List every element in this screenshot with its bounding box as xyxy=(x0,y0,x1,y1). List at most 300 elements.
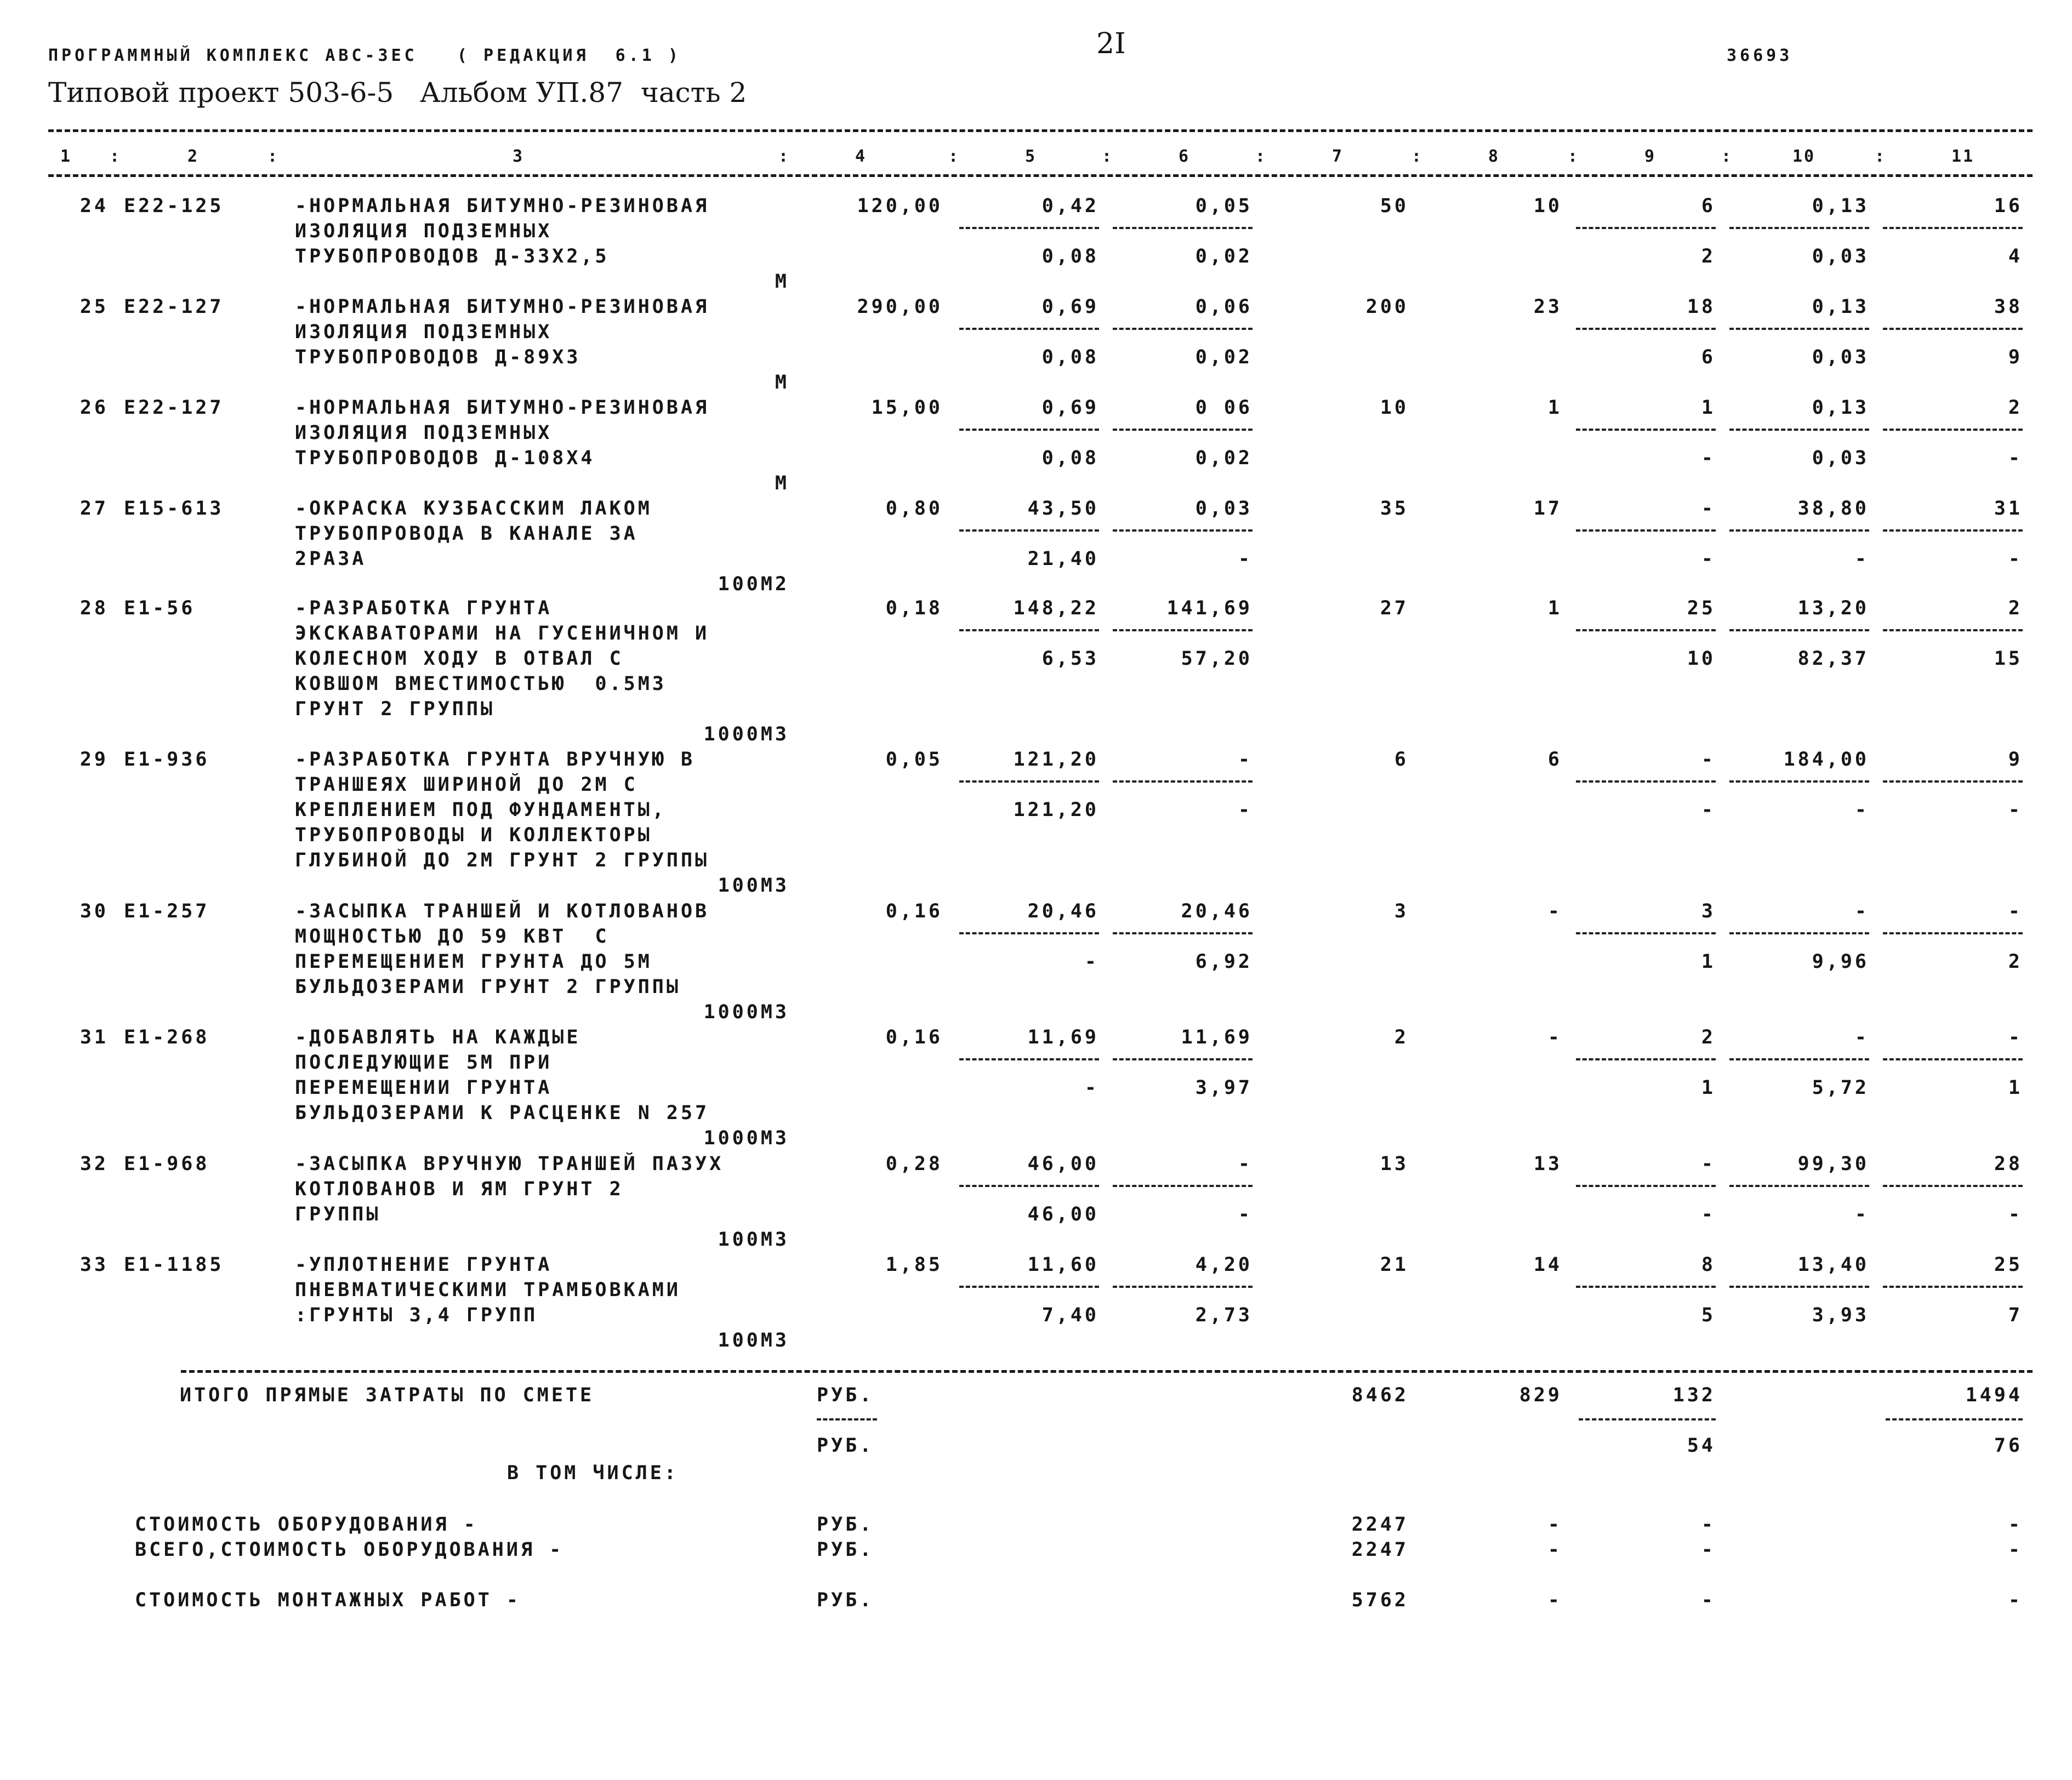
work-description-line: ТРУБОПРОВОДОВ Д-108Х4 xyxy=(295,447,595,469)
col-9-secondary: 2 xyxy=(1701,246,1716,267)
col-6-value: - xyxy=(1238,749,1253,771)
work-description-line: ПНЕВМАТИЧЕСКИМИ ТРАМБОВКАМИ xyxy=(295,1279,681,1301)
col-9-secondary: 1 xyxy=(1701,1077,1716,1099)
col-11-divider xyxy=(1883,932,2023,934)
col-11-divider xyxy=(1883,1286,2023,1288)
table-top-rule xyxy=(48,129,2033,132)
col-11-value: 2 xyxy=(2008,397,2023,419)
col-11-secondary: 4 xyxy=(2008,246,2023,267)
col-11-divider xyxy=(1883,629,2023,631)
col-5-secondary: 6,53 xyxy=(1041,648,1099,670)
col-8-value: 1 xyxy=(1547,397,1562,419)
col-6-value: 0,03 xyxy=(1195,498,1253,520)
col-6-secondary: 0,02 xyxy=(1195,246,1253,267)
col-9-secondary: - xyxy=(1701,447,1716,469)
col-10-value: 13,20 xyxy=(1797,597,1869,619)
col-7-label: 7 xyxy=(1332,147,1344,166)
unit-of-measure: 100М3 xyxy=(718,875,789,897)
col-10-divider xyxy=(1729,529,1869,532)
col-5-divider xyxy=(959,529,1099,532)
col-9-label: 9 xyxy=(1644,147,1657,166)
col-9-divider xyxy=(1576,932,1716,934)
work-description-line: КРЕПЛЕНИЕМ ПОД ФУНДАМЕНТЫ, xyxy=(295,799,667,821)
work-description-line: -РАЗРАБОТКА ГРУНТА ВРУЧНУЮ В xyxy=(295,749,696,771)
rate-code: Е1-1185 xyxy=(124,1254,224,1276)
col-9-divider xyxy=(1576,1058,1716,1060)
col-6-divider xyxy=(1113,932,1253,934)
col-7-value: 2 xyxy=(1394,1026,1409,1048)
col-sep: : xyxy=(1255,147,1267,166)
work-description-line: МОЩНОСТЬЮ ДО 59 КВТ С xyxy=(295,926,610,948)
col-5-divider xyxy=(959,932,1099,934)
col-5-secondary: - xyxy=(1084,951,1099,973)
breakdown-col-11: - xyxy=(2008,1514,2023,1536)
project-title: Типовой проект 503-6-5 Альбом УП.87 часть 2 xyxy=(48,77,747,109)
col-10-value: 0,13 xyxy=(1812,296,1869,318)
col-11-secondary: - xyxy=(2008,548,2023,570)
col-sep: : xyxy=(778,147,790,166)
col-11-secondary: 9 xyxy=(2008,346,2023,368)
including-subheading: В ТОМ ЧИСЛЕ: xyxy=(507,1462,679,1484)
work-description-line: :ГРУНТЫ 3,4 ГРУПП xyxy=(295,1304,538,1326)
col-9-value: - xyxy=(1701,498,1716,520)
col-5-divider xyxy=(959,629,1099,631)
row-number: 29 xyxy=(79,749,109,771)
col-9-divider xyxy=(1576,227,1716,229)
col-6-divider xyxy=(1113,780,1253,783)
col-7-value: 27 xyxy=(1380,597,1409,619)
col-6-divider xyxy=(1113,1185,1253,1187)
col-9-divider xyxy=(1576,1185,1716,1187)
col-6-secondary: 6,92 xyxy=(1195,951,1253,973)
col-9-secondary: 5 xyxy=(1701,1304,1716,1326)
work-description-line: ПЕРЕМЕЩЕНИИ ГРУНТА xyxy=(295,1077,553,1099)
col-11-secondary: 15 xyxy=(1994,648,2023,670)
col-11-secondary: 1 xyxy=(2008,1077,2023,1099)
col-5-value: 121,20 xyxy=(1013,749,1099,771)
col-11-secondary: - xyxy=(2008,1203,2023,1225)
col-5-divider xyxy=(959,780,1099,783)
row-number: 30 xyxy=(79,900,109,922)
col-7-value: 13 xyxy=(1380,1153,1409,1175)
col-8-label: 8 xyxy=(1488,147,1500,166)
quantity: 0,16 xyxy=(885,900,943,922)
col-10-divider xyxy=(1729,780,1869,783)
work-description-line: -ЗАСЫПКА ТРАНШЕЙ И КОТЛОВАНОВ xyxy=(295,900,710,922)
col-8-value: 1 xyxy=(1547,597,1562,619)
rate-code: Е22-127 xyxy=(124,397,224,419)
col-6-divider xyxy=(1113,227,1253,229)
col-8-value: - xyxy=(1547,900,1562,922)
col-11-value: 2 xyxy=(2008,597,2023,619)
unit-of-measure: 100М3 xyxy=(718,1330,789,1351)
col-7-value: 35 xyxy=(1380,498,1409,520)
work-description-line: КОЛЕСНОМ ХОДУ В ОТВАЛ С xyxy=(295,648,624,670)
col-10-secondary: 0,03 xyxy=(1812,346,1869,368)
col-11-secondary: - xyxy=(2008,447,2023,469)
unit-of-measure: М xyxy=(775,372,789,393)
work-description-line: ПОСЛЕДУЮЩИЕ 5М ПРИ xyxy=(295,1052,553,1074)
work-description-line: 2РАЗА xyxy=(295,548,367,570)
col-10-value: - xyxy=(1854,1026,1869,1048)
col-6-secondary: - xyxy=(1238,1203,1253,1225)
col-5-divider xyxy=(959,429,1099,431)
row-number: 33 xyxy=(79,1254,109,1276)
col-9-value: 8 xyxy=(1701,1254,1716,1276)
unit-of-measure: М xyxy=(775,472,789,494)
breakdown-col-8: - xyxy=(1547,1514,1562,1536)
col-11-secondary: 2 xyxy=(2008,951,2023,973)
col-9-secondary: 1 xyxy=(1701,951,1716,973)
col-11-divider xyxy=(1883,328,2023,330)
col-10-value: 184,00 xyxy=(1783,749,1869,771)
work-description-line: ТРУБОПРОВОДОВ Д-89Х3 xyxy=(295,346,581,368)
row-number: 32 xyxy=(79,1153,109,1175)
breakdown-col-11: - xyxy=(2008,1589,2023,1611)
col-11-divider xyxy=(1883,780,2023,783)
col-6-secondary: 2,73 xyxy=(1195,1304,1253,1326)
quantity: 0,05 xyxy=(885,749,943,771)
quantity: 1,85 xyxy=(885,1254,943,1276)
rate-code: Е1-936 xyxy=(124,749,210,771)
breakdown-col-9: - xyxy=(1701,1589,1716,1611)
col-sep: : xyxy=(1102,147,1114,166)
col-10-divider xyxy=(1729,1286,1869,1288)
col-10-secondary: 82,37 xyxy=(1797,648,1869,670)
col-9-divider xyxy=(1576,328,1716,330)
col-9-divider xyxy=(1576,529,1716,532)
work-description-line: ИЗОЛЯЦИЯ ПОДЗЕМНЫХ xyxy=(295,321,553,343)
quantity: 15,00 xyxy=(871,397,943,419)
col-10-secondary: 3,93 xyxy=(1812,1304,1869,1326)
col-sep: : xyxy=(1568,147,1580,166)
work-description-line: -УПЛОТНЕНИЕ ГРУНТА xyxy=(295,1254,553,1276)
col-9-divider xyxy=(1576,780,1716,783)
col-5-value: 0,42 xyxy=(1041,195,1099,217)
totals-col-11-divider xyxy=(1886,1418,2023,1420)
col-9-value: 2 xyxy=(1701,1026,1716,1048)
col-9-secondary: 10 xyxy=(1687,648,1716,670)
col-5-secondary: 0,08 xyxy=(1041,447,1099,469)
col-10-value: 0,13 xyxy=(1812,397,1869,419)
col-6-divider xyxy=(1113,529,1253,532)
col-6-divider xyxy=(1113,1058,1253,1060)
work-description-line: -РАЗРАБОТКА ГРУНТА xyxy=(295,597,553,619)
col-5-secondary: 0,08 xyxy=(1041,346,1099,368)
col-6-value: 0,05 xyxy=(1195,195,1253,217)
col-10-value: - xyxy=(1854,900,1869,922)
col-sep: : xyxy=(948,147,960,166)
col-6-value: 0 06 xyxy=(1195,397,1253,419)
col-5-secondary: 46,00 xyxy=(1027,1203,1099,1225)
col-5-label: 5 xyxy=(1025,147,1037,166)
col-8-value: 6 xyxy=(1547,749,1562,771)
col-5-secondary: 121,20 xyxy=(1013,799,1099,821)
totals-unit: РУБ. xyxy=(817,1384,874,1406)
col-6-value: - xyxy=(1238,1153,1253,1175)
col-sep: : xyxy=(1411,147,1424,166)
col-9-value: 1 xyxy=(1701,397,1716,419)
work-description-line: ГРУППЫ xyxy=(295,1203,381,1225)
col-10-secondary: 5,72 xyxy=(1812,1077,1869,1099)
totals-top-rule xyxy=(181,1370,2033,1373)
totals-col-9-divider xyxy=(1579,1418,1716,1420)
rate-code: Е22-125 xyxy=(124,195,224,217)
breakdown-col-9: - xyxy=(1701,1514,1716,1536)
breakdown-col-7: 2247 xyxy=(1351,1514,1409,1536)
work-description-line: -НОРМАЛЬНАЯ БИТУМНО-РЕЗИНОВАЯ xyxy=(295,397,710,419)
col-11-divider xyxy=(1883,227,2023,229)
totals-col-11-b: 76 xyxy=(1994,1435,2023,1457)
unit-of-measure: М xyxy=(775,271,789,293)
col-10-value: 13,40 xyxy=(1797,1254,1869,1276)
col-10-divider xyxy=(1729,429,1869,431)
col-8-value: 13 xyxy=(1533,1153,1562,1175)
col-sep: : xyxy=(267,147,280,166)
col-6-secondary: 57,20 xyxy=(1181,648,1253,670)
totals-col-9: 132 xyxy=(1672,1384,1716,1406)
col-6-secondary: 0,02 xyxy=(1195,346,1253,368)
col-6-secondary: - xyxy=(1238,799,1253,821)
col-5-secondary: 21,40 xyxy=(1027,548,1099,570)
col-8-value: 14 xyxy=(1533,1254,1562,1276)
rate-code: Е1-56 xyxy=(124,597,196,619)
col-7-value: 200 xyxy=(1365,296,1409,318)
work-description-line: ИЗОЛЯЦИЯ ПОДЗЕМНЫХ xyxy=(295,220,553,242)
col-11-value: - xyxy=(2008,900,2023,922)
col-6-value: 0,06 xyxy=(1195,296,1253,318)
rate-code: Е15-613 xyxy=(124,498,224,520)
col-11-divider xyxy=(1883,429,2023,431)
page-number: 2I xyxy=(1096,27,1126,60)
col-10-secondary: - xyxy=(1854,1203,1869,1225)
unit-of-measure: 1000М3 xyxy=(703,1127,789,1149)
col-6-divider xyxy=(1113,629,1253,631)
col-10-secondary: - xyxy=(1854,799,1869,821)
col-11-value: 31 xyxy=(1994,498,2023,520)
col-7-value: 50 xyxy=(1380,195,1409,217)
rate-code: Е1-257 xyxy=(124,900,210,922)
work-description-line: ТРУБОПРОВОДА В КАНАЛЕ ЗА xyxy=(295,523,638,545)
program-header: ПРОГРАММНЫЙ КОМПЛЕКС АВС-ЗЕС ( РЕДАКЦИЯ 6.1 ) xyxy=(48,46,681,65)
col-11-divider xyxy=(1883,529,2023,532)
work-description-line: -ОКРАСКА КУЗБАССКИМ ЛАКОМ xyxy=(295,498,652,520)
breakdown-col-8: - xyxy=(1547,1589,1562,1611)
breakdown-col-7: 5762 xyxy=(1351,1589,1409,1611)
quantity: 0,16 xyxy=(885,1026,943,1048)
breakdown-col-7: 2247 xyxy=(1351,1539,1409,1561)
totals-unit-divider xyxy=(817,1418,877,1420)
col-7-value: 6 xyxy=(1394,749,1409,771)
col-9-divider xyxy=(1576,429,1716,431)
rate-code: Е1-268 xyxy=(124,1026,210,1048)
col-5-value: 11,69 xyxy=(1027,1026,1099,1048)
row-number: 24 xyxy=(79,195,109,217)
col-11-value: 25 xyxy=(1994,1254,2023,1276)
totals-unit-b: РУБ. xyxy=(817,1435,874,1457)
col-6-divider xyxy=(1113,1286,1253,1288)
col-9-value: 6 xyxy=(1701,195,1716,217)
col-9-value: 18 xyxy=(1687,296,1716,318)
unit-of-measure: 100М2 xyxy=(718,573,789,595)
col-5-divider xyxy=(959,227,1099,229)
col-sep: : xyxy=(110,147,122,166)
totals-label: ИТОГО ПРЯМЫЕ ЗАТРАТЫ ПО СМЕТЕ xyxy=(180,1384,595,1406)
totals-col-9-b: 54 xyxy=(1687,1435,1716,1457)
work-description-line: ТРАНШЕЯХ ШИРИНОЙ ДО 2М С xyxy=(295,774,638,796)
quantity: 0,28 xyxy=(885,1153,943,1175)
col-5-value: 20,46 xyxy=(1027,900,1099,922)
col-10-label: 10 xyxy=(1792,147,1816,166)
col-6-secondary: 3,97 xyxy=(1195,1077,1253,1099)
col-5-divider xyxy=(959,328,1099,330)
col-10-secondary: - xyxy=(1854,548,1869,570)
breakdown-label: СТОИМОСТЬ МОНТАЖНЫХ РАБОТ - xyxy=(135,1589,521,1611)
col-5-secondary: 7,40 xyxy=(1041,1304,1099,1326)
unit-of-measure: 1000М3 xyxy=(703,723,789,745)
col-9-value: 25 xyxy=(1687,597,1716,619)
work-description-line: КОВШОМ ВМЕСТИМОСТЬЮ 0.5М3 xyxy=(295,673,667,695)
col-5-value: 148,22 xyxy=(1013,597,1099,619)
work-description-line: ГЛУБИНОЙ ДО 2М ГРУНТ 2 ГРУППЫ xyxy=(295,849,710,871)
col-6-value: 20,46 xyxy=(1181,900,1253,922)
col-6-secondary: 0,02 xyxy=(1195,447,1253,469)
breakdown-col-11: - xyxy=(2008,1539,2023,1561)
col-5-divider xyxy=(959,1286,1099,1288)
col-6-divider xyxy=(1113,328,1253,330)
col-9-value: 3 xyxy=(1701,900,1716,922)
col-11-label: 11 xyxy=(1951,147,1975,166)
work-description-line: КОТЛОВАНОВ И ЯМ ГРУНТ 2 xyxy=(295,1178,624,1200)
totals-col-11: 1494 xyxy=(1965,1384,2023,1406)
col-11-value: 28 xyxy=(1994,1153,2023,1175)
col-10-divider xyxy=(1729,932,1869,934)
col-11-divider xyxy=(1883,1058,2023,1060)
breakdown-unit: РУБ. xyxy=(817,1589,874,1611)
col-9-secondary: - xyxy=(1701,1203,1716,1225)
col-sep: : xyxy=(1721,147,1733,166)
work-description-line: -НОРМАЛЬНАЯ БИТУМНО-РЕЗИНОВАЯ xyxy=(295,296,710,318)
row-number: 31 xyxy=(79,1026,109,1048)
col-10-divider xyxy=(1729,227,1869,229)
col-11-secondary: - xyxy=(2008,799,2023,821)
work-description-line: ТРУБОПРОВОДОВ Д-33Х2,5 xyxy=(295,246,610,267)
col-8-value: 17 xyxy=(1533,498,1562,520)
work-description-line: ИЗОЛЯЦИЯ ПОДЗЕМНЫХ xyxy=(295,422,553,444)
unit-of-measure: 100М3 xyxy=(718,1229,789,1251)
row-number: 26 xyxy=(79,397,109,419)
work-description-line: ЭКСКАВАТОРАМИ НА ГУСЕНИЧНОМ И xyxy=(295,623,710,644)
breakdown-unit: РУБ. xyxy=(817,1514,874,1536)
row-number: 28 xyxy=(79,597,109,619)
row-number: 25 xyxy=(79,296,109,318)
col-8-value: - xyxy=(1547,1026,1562,1048)
col-9-divider xyxy=(1576,629,1716,631)
col-7-value: 10 xyxy=(1380,397,1409,419)
breakdown-col-9: - xyxy=(1701,1539,1716,1561)
table-header-rule xyxy=(48,174,2033,177)
col-8-value: 10 xyxy=(1533,195,1562,217)
rate-code: Е1-968 xyxy=(124,1153,210,1175)
col-5-value: 43,50 xyxy=(1027,498,1099,520)
col-5-secondary: 0,08 xyxy=(1041,246,1099,267)
col-3-label: 3 xyxy=(513,147,525,166)
col-7-value: 3 xyxy=(1394,900,1409,922)
col-9-secondary: - xyxy=(1701,799,1716,821)
col-1-label: 1 xyxy=(60,147,72,166)
totals-col-8: 829 xyxy=(1519,1384,1562,1406)
quantity: 290,00 xyxy=(857,296,943,318)
breakdown-unit: РУБ. xyxy=(817,1539,874,1561)
col-9-value: - xyxy=(1701,1153,1716,1175)
col-10-divider xyxy=(1729,1185,1869,1187)
col-10-secondary: 0,03 xyxy=(1812,246,1869,267)
work-description-line: ГРУНТ 2 ГРУППЫ xyxy=(295,698,496,720)
col-10-value: 99,30 xyxy=(1797,1153,1869,1175)
col-8-value: 23 xyxy=(1533,296,1562,318)
col-10-divider xyxy=(1729,328,1869,330)
col-6-divider xyxy=(1113,429,1253,431)
rate-code: Е22-127 xyxy=(124,296,224,318)
col-2-label: 2 xyxy=(187,147,200,166)
breakdown-label: ВСЕГО,СТОИМОСТЬ ОБОРУДОВАНИЯ - xyxy=(135,1539,564,1561)
col-11-secondary: 7 xyxy=(2008,1304,2023,1326)
breakdown-col-8: - xyxy=(1547,1539,1562,1561)
col-6-label: 6 xyxy=(1179,147,1191,166)
col-5-value: 0,69 xyxy=(1041,397,1099,419)
col-11-value: 38 xyxy=(1994,296,2023,318)
col-10-value: 0,13 xyxy=(1812,195,1869,217)
col-9-divider xyxy=(1576,1286,1716,1288)
work-description-line: БУЛЬДОЗЕРАМИ ГРУНТ 2 ГРУППЫ xyxy=(295,976,681,998)
col-11-value: - xyxy=(2008,1026,2023,1048)
col-5-value: 46,00 xyxy=(1027,1153,1099,1175)
quantity: 0,80 xyxy=(885,498,943,520)
col-10-secondary: 9,96 xyxy=(1812,951,1869,973)
col-9-secondary: - xyxy=(1701,548,1716,570)
col-5-value: 11,60 xyxy=(1027,1254,1099,1276)
breakdown-label: СТОИМОСТЬ ОБОРУДОВАНИЯ - xyxy=(135,1514,478,1536)
col-5-secondary: - xyxy=(1084,1077,1099,1099)
col-11-value: 16 xyxy=(1994,195,2023,217)
col-9-secondary: 6 xyxy=(1701,346,1716,368)
col-10-divider xyxy=(1729,1058,1869,1060)
col-5-value: 0,69 xyxy=(1041,296,1099,318)
document-code: 36693 xyxy=(1727,46,1793,65)
col-6-secondary: - xyxy=(1238,548,1253,570)
work-description-line: ПЕРЕМЕЩЕНИЕМ ГРУНТА ДО 5М xyxy=(295,951,652,973)
col-6-value: 4,20 xyxy=(1195,1254,1253,1276)
col-6-value: 11,69 xyxy=(1181,1026,1253,1048)
quantity: 0,18 xyxy=(885,597,943,619)
col-5-divider xyxy=(959,1185,1099,1187)
col-9-value: - xyxy=(1701,749,1716,771)
col-7-value: 21 xyxy=(1380,1254,1409,1276)
col-5-divider xyxy=(959,1058,1099,1060)
work-description-line: -ДОБАВЛЯТЬ НА КАЖДЫЕ xyxy=(295,1026,581,1048)
col-sep: : xyxy=(1875,147,1887,166)
work-description-line: -ЗАСЫПКА ВРУЧНУЮ ТРАНШЕЙ ПАЗУХ xyxy=(295,1153,724,1175)
col-6-value: 141,69 xyxy=(1166,597,1253,619)
col-10-value: 38,80 xyxy=(1797,498,1869,520)
work-description-line: -НОРМАЛЬНАЯ БИТУМНО-РЕЗИНОВАЯ xyxy=(295,195,710,217)
quantity: 120,00 xyxy=(857,195,943,217)
work-description-line: БУЛЬДОЗЕРАМИ К РАСЦЕНКЕ N 257 xyxy=(295,1102,710,1124)
row-number: 27 xyxy=(79,498,109,520)
col-10-divider xyxy=(1729,629,1869,631)
col-11-value: 9 xyxy=(2008,749,2023,771)
col-4-label: 4 xyxy=(855,147,867,166)
